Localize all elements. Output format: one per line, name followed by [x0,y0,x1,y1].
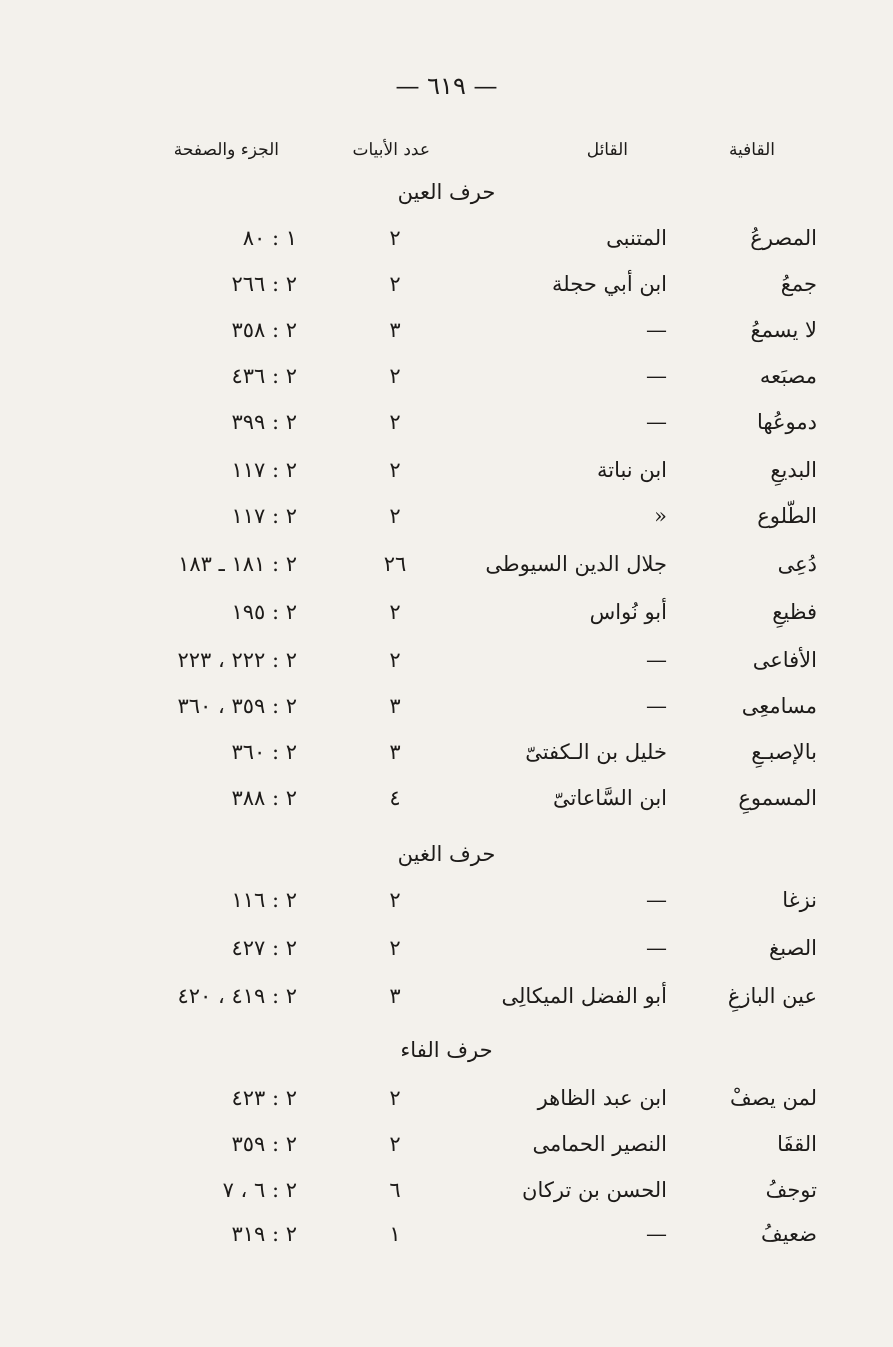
qafiya-cell: القفَا [777,1132,817,1156]
table-row [0,694,893,740]
count-cell: ٣ [389,694,401,718]
count-cell: ٢ [389,458,401,482]
table-row [0,552,893,598]
qail-cell: « [654,504,667,528]
page-cell: ٢ : ١١٦ [231,888,297,912]
qafiya-cell: لمن يصفْ [730,1086,817,1110]
count-cell: ٢ [389,600,401,624]
page-cell: ٢ : ١١٧ [231,458,297,482]
qail-cell: أبو نُواس [589,600,667,624]
table-row [0,364,893,410]
count-cell: ٢ [389,1132,401,1156]
count-cell: ٢ [389,272,401,296]
column-header-qafiya: القافية [728,140,775,160]
section-title: حرف الغين [397,842,496,866]
qafiya-cell: الطّلوع [757,504,817,528]
column-header-count: عدد الأبيات [352,140,430,160]
count-cell: ٣ [389,318,401,342]
qafiya-cell: البديعِ [770,458,817,482]
page-cell: ٢ : ٣٥٩ [231,1132,297,1156]
qail-cell: — [646,648,667,672]
page-cell: ٢ : ١١٧ [231,504,297,528]
qafiya-cell: ضعيفُ [760,1222,817,1246]
qafiya-cell: بالإصبـعِ [751,740,817,764]
qafiya-cell: نزغا [782,888,817,912]
count-cell: ٢ [389,410,401,434]
qafiya-cell: دموعُها [756,410,817,434]
qail-cell: — [646,694,667,718]
qail-cell: — [646,1222,667,1246]
count-cell: ١ [389,1222,401,1246]
table-row [0,1086,893,1132]
count-cell: ٣ [389,740,401,764]
table-row [0,936,893,982]
qafiya-cell: لا يسمعُ [750,318,817,342]
qail-cell: — [646,364,667,388]
page-cell: ٢ : ٣٦٠ [231,740,297,764]
qail-cell: ابن أبي حجلة [552,272,667,296]
page-cell: ٢ : ٤٢٧ [231,936,297,960]
table-row [0,1132,893,1178]
section-title: حرف الفاء [400,1038,493,1062]
page-cell: ٢ : ٣٥٨ [231,318,297,342]
qafiya-cell: عين البازغِ [727,984,817,1008]
page-cell: ٢ : ٣٨٨ [231,786,297,810]
table-row [0,410,893,456]
page-cell: ٢ : ٢٢٢ ، ٢٢٣ [177,648,297,672]
qail-cell: الحسن بن تركان [522,1178,667,1202]
qail-cell: — [646,936,667,960]
qafiya-cell: توجفُ [765,1178,817,1202]
qafiya-cell: مسامعِى [741,694,817,718]
count-cell: ٢ [389,1086,401,1110]
table-row [0,648,893,694]
table-row [0,1222,893,1268]
table-row [0,504,893,550]
qafiya-cell: مصبَعه [759,364,817,388]
page-cell: ٢ : ٤٣٦ [231,364,297,388]
qail-cell: خليل بن الـكفتىّ [525,740,667,764]
count-cell: ٦ [389,1178,401,1202]
table-row [0,226,893,272]
count-cell: ٢ [389,888,401,912]
count-cell: ٢٦ [383,552,407,576]
page-cell: ٢ : ٢٦٦ [231,272,297,296]
qafiya-cell: الصبغ [769,936,817,960]
qail-cell: المتنبى [606,226,667,250]
qail-cell: — [646,410,667,434]
table-row [0,318,893,364]
count-cell: ٢ [389,936,401,960]
page-number: — ٦١٩ — [395,72,498,100]
qail-cell: جلال الدين السيوطى [485,552,667,576]
qail-cell: — [646,888,667,912]
qafiya-cell: فظيعِ [772,600,817,624]
table-row [0,984,893,1030]
page-cell: ٢ : ٤٢٣ [231,1086,297,1110]
column-header-page: الجزء والصفحة [173,140,279,160]
qafiya-cell: الأفاعى [752,648,817,672]
page-cell: ١ : ٨٠ [242,226,297,250]
table-row [0,458,893,504]
qafiya-cell: المسموعِ [738,786,817,810]
count-cell: ٢ [389,364,401,388]
count-cell: ٣ [389,984,401,1008]
table-row [0,600,893,646]
page-cell: ٢ : ٣٩٩ [231,410,297,434]
page-cell: ٢ : ١٨١ ـ ١٨٣ [178,552,297,576]
qail-cell: أبو الفضل الميكالِى [501,984,667,1008]
table-row [0,1178,893,1224]
qafiya-cell: دُعِى [777,552,817,576]
page-cell: ٢ : ٤١٩ ، ٤٢٠ [177,984,297,1008]
table-row [0,786,893,832]
page-cell: ٢ : ٣٥٩ ، ٣٦٠ [177,694,297,718]
table-row [0,272,893,318]
qail-cell: ابن عبد الظاهر [537,1086,667,1110]
qail-cell: — [646,318,667,342]
qail-cell: ابن نباتة [596,458,667,482]
count-cell: ٤ [389,786,401,810]
qafiya-cell: جمعُ [780,272,817,296]
page-cell: ٢ : ٦ ، ٧ [222,1178,297,1202]
column-header-qail: القائل [586,140,628,160]
qail-cell: النصير الحمامى [532,1132,667,1156]
section-title: حرف العين [397,180,496,204]
count-cell: ٢ [389,648,401,672]
count-cell: ٢ [389,226,401,250]
table-row [0,740,893,786]
qail-cell: ابن السَّاعاتىّ [553,786,667,810]
qafiya-cell: المصرعُ [750,226,817,250]
page-cell: ٢ : ٣١٩ [231,1222,297,1246]
table-row [0,888,893,934]
page-cell: ٢ : ١٩٥ [231,600,297,624]
count-cell: ٢ [389,504,401,528]
